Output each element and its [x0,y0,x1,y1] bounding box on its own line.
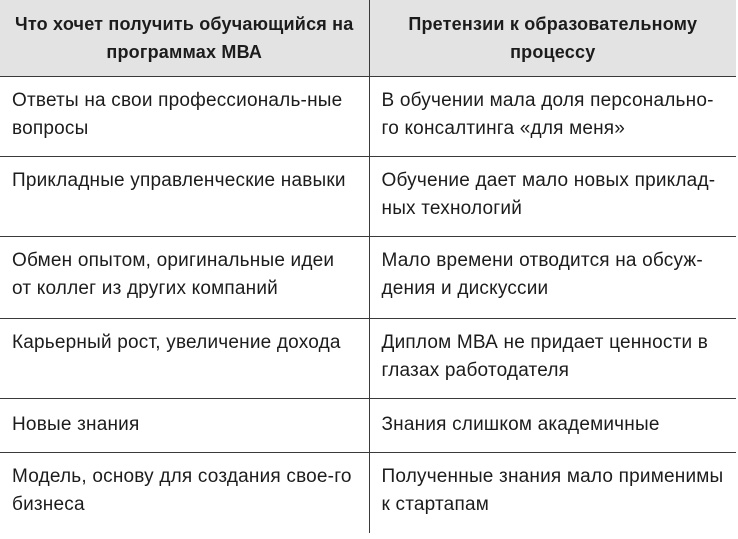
cell-complaint: Мало времени отводится на обсуж-дения и дискуссии [369,237,736,319]
cell-want: Новые знания [0,399,369,453]
table-row [0,157,736,237]
cell-want: Модель, основу для создания свое-го бизнеса [0,453,369,533]
cell-complaint: В обучении мала доля персонально-го консалтинга «для меня» [369,77,736,157]
cell-complaint: Знания слишком академичные [369,399,736,453]
cell-want: Прикладные управленческие навыки [0,157,369,237]
table-row [0,237,736,319]
header-cell-wants: Что хочет получить обучающийся на программах МВА [0,0,369,77]
table-row [0,77,736,157]
cell-complaint: Полученные знания мало применимы к стартапам [369,453,736,533]
cell-want: Карьерный рост, увеличение дохода [0,319,369,399]
table-row [0,453,736,533]
cell-complaint: Обучение дает мало новых приклад-ных технологий [369,157,736,237]
table-row [0,399,736,453]
table-header-row [0,0,736,77]
cell-complaint: Диплом МВА не придает ценности в глазах работодателя [369,319,736,399]
cell-want: Ответы на свои профессиональ-ные вопросы [0,77,369,157]
header-cell-complaints: Претензии к образовательному процессу [369,0,736,77]
table-row [0,319,736,399]
cell-want: Обмен опытом, оригинальные идеи от коллег из других компаний [0,237,369,319]
